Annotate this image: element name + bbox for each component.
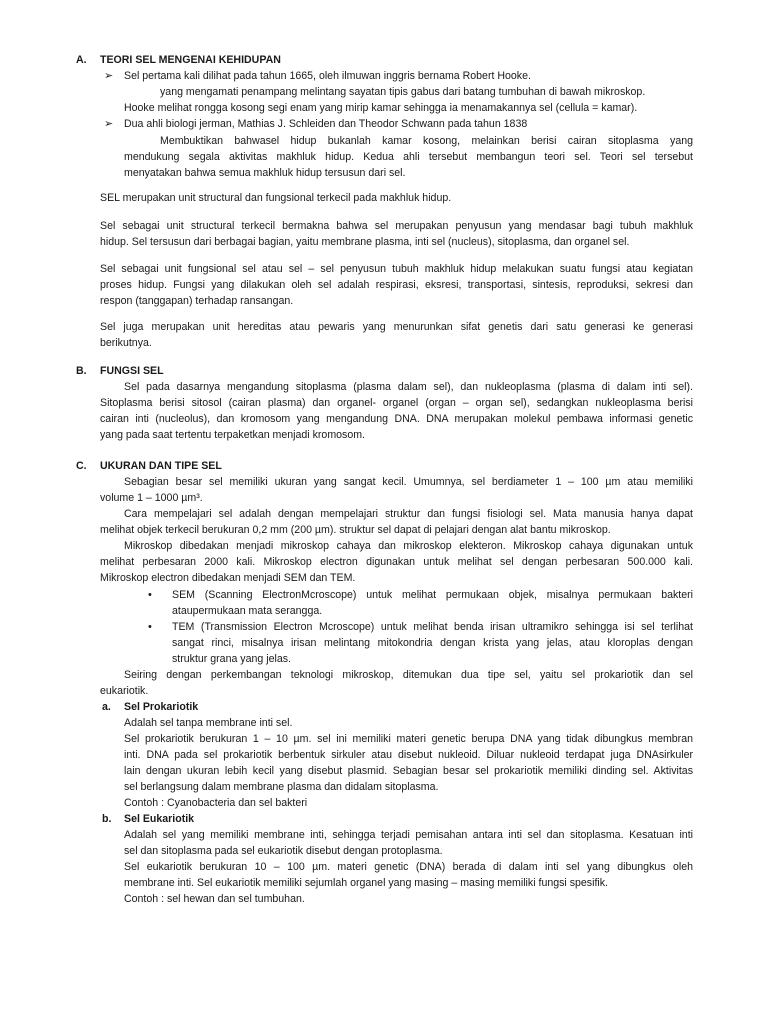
bullet-dot-icon: • <box>148 589 152 601</box>
section-b-line1: Sel pada dasarnya mengandung sitoplasma (plasma dalam sel), dan nukleoplasma (plasma di dalam inti sel). <box>124 381 693 393</box>
section-c-p1-line2: volume 1 – 1000 µm³. <box>100 492 203 504</box>
prokariotik-line1: Adalah sel tanpa membrane inti sel. <box>124 717 293 729</box>
prokariotik-line2: Sel prokariotik berukuran 1 – 10 µm. sel ini memiliki materi genetic berupa DNA yang tidak dibungkus membran <box>124 733 693 745</box>
section-c-p4-line1: Seiring dengan perkembangan teknologi mikroskop, ditemukan dua tipe sel, yaitu sel prokariotik dan sel <box>124 669 693 681</box>
arrow-bullet-icon: ➢ <box>104 118 114 130</box>
sem-line1: SEM (Scanning ElectronMcroscope) untuk melihat permukaan objek, misalnya permukaan bakteri <box>172 589 693 601</box>
eukariotik-line4: membrane inti. Sel eukariotik memiliki sejumlah organel yang masing – masing memiliki fungsi spesifik. <box>124 877 608 889</box>
section-c-p4-line2: eukariotik. <box>100 685 149 697</box>
prokariotik-line5: sel berlangsung dalam membrane plasma dan didalam sitoplasma. <box>124 781 439 793</box>
section-a-p3-line3: respon (tanggapan) terhadap ransangan. <box>100 295 294 307</box>
section-b-title: FUNGSI SEL <box>100 365 164 377</box>
eukariotik-line3: Sel eukariotik berukuran 10 – 100 µm. materi genetic (DNA) berada di dalam inti sel yang dibungkus oleh <box>124 861 693 873</box>
section-a-b2-line4: menyatakan bahwa semua makhluk hidup tersusun dari sel. <box>124 167 406 179</box>
tem-line3: struktur grana yang jelas. <box>172 653 291 665</box>
section-b-letter: B. <box>76 365 87 377</box>
section-a-b2-line3: mendukung segala aktivitas makhluk hidup. Kedua ahli tersebut membangun teori sel. Teori sel tersebut <box>124 151 693 163</box>
section-b-line3: cairan inti (nucleolus), dan kromosom yang mengandung DNA. DNA merupakan molekul pembawa informasi genetic <box>100 413 693 425</box>
prokariotik-line3: inti. DNA pada sel prokariotik berbentuk sirkuler atau disebut nukleoid. Diluar nukleoid terdapat juga DNAsirkuler <box>124 749 693 761</box>
eukariotik-example: Contoh : sel hewan dan sel tumbuhan. <box>124 893 305 905</box>
section-c-p3-line1: Mikroskop dibedakan menjadi mikroskop cahaya dan mikroskop elekteron. Mikroskop cahaya digunakan untuk <box>124 540 693 552</box>
section-a-p2-line1: Sel sebagai unit structural terkecil bermakna bahwa sel merupakan penyusun yang mendasar bagi tubuh makhluk <box>100 220 693 232</box>
eukariotik-line2: sel dan sitoplasma pada sel eukariotik disebut dengan protoplasma. <box>124 845 443 857</box>
section-a-paragraph1: SEL merupakan unit structural dan fungsional terkecil pada makhluk hidup. <box>100 192 452 204</box>
section-c-p2-line2: melihat objek terkecil berukuran 0,2 mm (200 µm). struktur sel dapat di pelajari dengan alat bantu mikroskop. <box>100 524 611 536</box>
section-c-p1-line1: Sebagian besar sel memiliki ukuran yang sangat kecil. Umumnya, sel berdiameter 1 – 100 µm atau memiliki <box>124 476 693 488</box>
section-c-p3-line2: melihat perbesaran 2000 kali. Mikroskop electron digunakan untuk melihat sel dengan perbesaran 500.000 kali. <box>100 556 693 568</box>
section-a-p4-line1: Sel juga merupakan unit hereditas atau pewaris yang menurunkan sifat genetis dari satu generasi ke generasi <box>100 321 693 333</box>
section-a-b2-line2: Membuktikan bahwasel hidup bukanlah kamar kosong, melainkan berisi cairan sitoplasma yang <box>160 135 693 147</box>
subsection-a-letter: a. <box>102 701 111 713</box>
subsection-a-title: Sel Prokariotik <box>124 701 199 713</box>
section-a-b1-line1: Sel pertama kali dilihat pada tahun 1665, oleh ilmuwan inggris bernama Robert Hooke. <box>124 70 531 82</box>
section-a-b1-line2: yang mengamati penampang melintang sayatan tipis gabus dari batang tumbuhan di bawah mikroskop. <box>160 86 646 98</box>
section-a-b1-line3: Hooke melihat rongga kosong segi enam yang mirip kamar sehingga ia menamakannya sel (cellula = kamar). <box>124 102 638 114</box>
section-b-line4: yang pada saat tertentu terpaketkan menjadi kromosom. <box>100 429 365 441</box>
subsection-b-title: Sel Eukariotik <box>124 813 195 825</box>
section-c-p2-line1: Cara mempelajari sel adalah dengan mempelajari struktur dan fungsi fisiologi sel. Mata manusia hanya dapat <box>124 508 693 520</box>
section-c-letter: C. <box>76 460 87 472</box>
tem-line2: sangat rinci, misalnya irisan melintang mitokondria dengan krista yang jelas, atau kloroplas dengan <box>172 637 693 649</box>
section-a-p3-line2: proses hidup. Fungsi yang dilakukan oleh sel adalah respirasi, eksresi, transportasi, sintesis, reproduksi, sekresi dan <box>100 279 693 291</box>
sem-line2: ataupermukaan mata serangga. <box>172 605 323 617</box>
section-c-p3-line3: Mikroskop electron dibedakan menjadi SEM dan TEM. <box>100 572 356 584</box>
section-a-b2-line1: Dua ahli biologi jerman, Mathias J. Schleiden dan Theodor Schwann pada tahun 1838 <box>124 118 528 130</box>
subsection-b-letter: b. <box>102 813 112 825</box>
arrow-bullet-icon: ➢ <box>104 70 114 82</box>
section-c-title: UKURAN DAN TIPE SEL <box>100 460 222 472</box>
section-a-letter: A. <box>76 54 87 66</box>
bullet-dot-icon: • <box>148 621 152 633</box>
prokariotik-example: Contoh : Cyanobacteria dan sel bakteri <box>124 797 308 809</box>
section-a-p3-line1: Sel sebagai unit fungsional sel atau sel – sel penyusun tubuh makhluk hidup melakukan suatu fungsi atau kegiatan <box>100 263 693 275</box>
section-b-line2: Sitoplasma berisi sitosol (cairan plasma) dan organel- organel (organ – organ sel), sedangkan nukleoplasma berisi <box>100 397 693 409</box>
section-a-title: TEORI SEL MENGENAI KEHIDUPAN <box>100 54 281 66</box>
prokariotik-line4: lain dengan ukuran lebih kecil yang disebut plasmid. Sebagian besar sel prokariotik memiliki dinding sel. Aktivitas <box>124 765 693 777</box>
section-a-p4-line2: berikutnya. <box>100 337 152 349</box>
eukariotik-line1: Adalah sel yang memiliki membrane inti, sehingga terjadi pemisahan antara inti sel dan sitoplasma. Kesatuan inti <box>124 829 693 841</box>
tem-line1: TEM (Transmission Electron Mcroscope) untuk melihat benda irisan ultramikro sehingga isi sel terlihat <box>172 621 693 633</box>
section-a-p2-line2: hidup. Sel tersusun dari berbagai bagian, yaitu membrane plasma, inti sel (nucleus), sitoplasma, dan organel sel. <box>100 236 630 248</box>
